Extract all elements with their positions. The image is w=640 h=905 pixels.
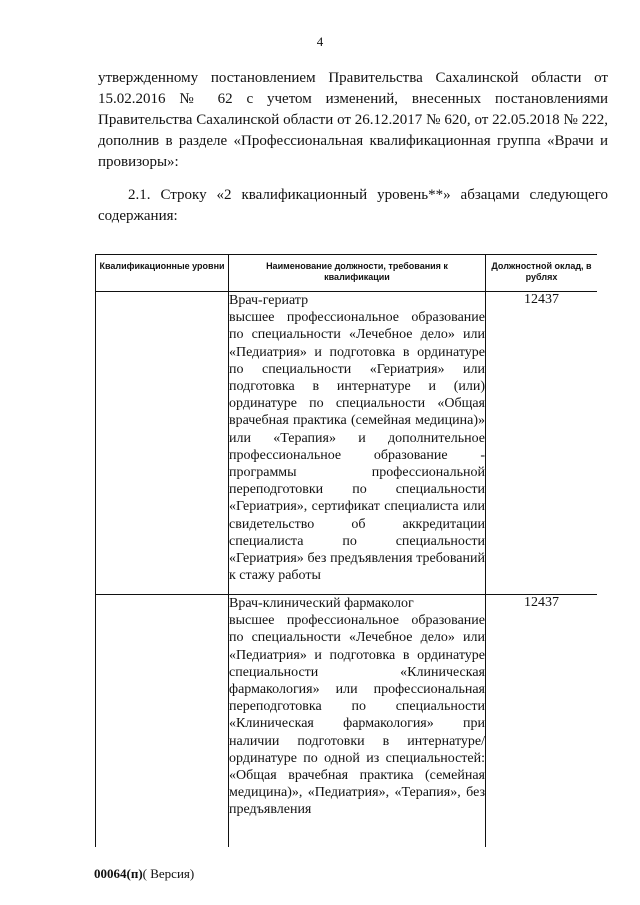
- clause-2-1: 2.1. Строку «2 квалификационный уровень**» абзацами следующего содержания:: [98, 187, 608, 224]
- position-requirements: высшее профессиональное образование по специальности «Лечебное дело» или «Педиатрия» и подготовка в ординатуре по специальности «Гериатрия» или подготовка в интернатуре и (или) ординатуре по специальности «Общая врачебная практика (семейная медицина)» или «Терапия» и дополнительное профессиональное образование - программы профессиональной переподготовки по специальности «Гериатрия», сертификат специалиста или свидетельство об аккредитации специалиста по специальности «Гериатрия» без предъявления требований к стажу работы: [229, 310, 485, 584]
- salary-table-container: [95, 254, 597, 847]
- header-position-requirements: Наименование должности, требования к квалификации: [229, 255, 486, 292]
- header-salary: Должностной оклад, в рублях: [486, 255, 598, 292]
- salary-cell: 12437: [486, 292, 598, 595]
- salary-table: [95, 254, 597, 847]
- intro-text: [98, 68, 608, 227]
- qualification-level-cell: [96, 595, 229, 848]
- document-footer: [94, 866, 194, 882]
- table-row: [96, 292, 598, 595]
- header-qualification-levels: Квалификационные уровни: [96, 255, 229, 292]
- position-title: Врач-клинический фармаколог: [229, 596, 414, 611]
- position-title: Врач-гериатр: [229, 293, 309, 308]
- qualification-level-cell: [96, 292, 229, 595]
- page-number: 4: [316, 34, 324, 49]
- position-cell: [229, 292, 486, 595]
- document-version: ( Версия): [142, 866, 195, 881]
- table-row: [96, 595, 598, 848]
- document-code: 00064(п): [94, 866, 143, 881]
- intro-paragraph: утвержденному постановлением Правительства Сахалинской области от 15.02.2016 № 62 с учетом изменений, внесенных постановлениями Правительства Сахалинской области от 26.12.2017 № 620, от 22.05.2018 № 222, дополнив в разделе «Профессиональная квалификационная группа «Врачи и провизоры»:: [98, 70, 608, 170]
- salary-cell: 12437: [486, 595, 598, 848]
- position-requirements: высшее профессиональное образование по специальности «Лечебное дело» или «Педиатрия» и подготовка в ординатуре специальности «Клиническая фармакология» или профессиональная переподготовка по специальности «Клиническая фармакология» при наличии подготовки в интернатуре/ординатуре по одной из специальностей: «Общая врачебная практика (семейная медицина)», «Педиатрия», «Терапия», без предъявления: [229, 613, 485, 818]
- position-cell: [229, 595, 486, 848]
- table-header-row: [96, 255, 598, 292]
